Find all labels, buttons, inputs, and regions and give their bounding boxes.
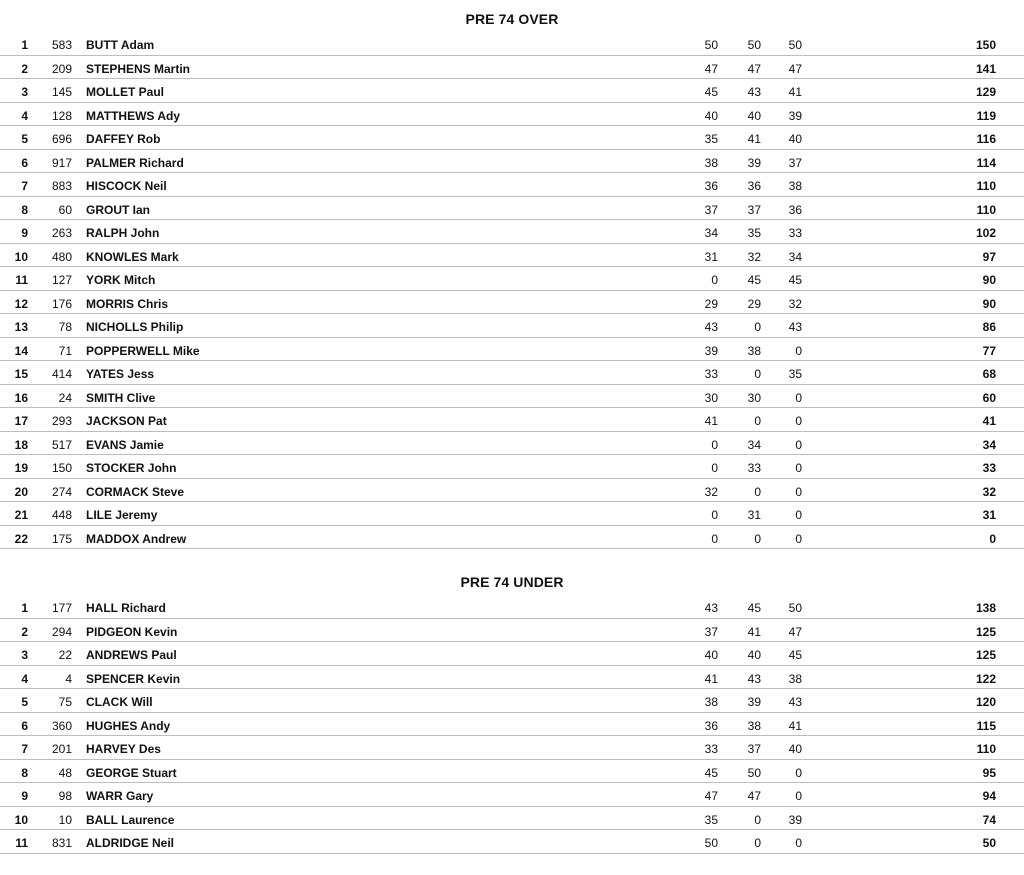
rider-number-cell: 78 — [58, 320, 72, 334]
total-score-cell: 0 — [989, 531, 996, 546]
rider-number-cell: 175 — [51, 531, 72, 546]
position-cell: 18 — [14, 437, 28, 452]
total-score-cell: 90 — [982, 296, 996, 311]
position-cell: 22 — [14, 531, 28, 546]
table-row — [0, 642, 1024, 666]
table-row — [0, 173, 1024, 197]
round-2-score-cell: 37 — [747, 742, 761, 756]
position-cell: 2 — [21, 61, 28, 76]
round-2-score-cell: 41 — [747, 624, 761, 639]
rider-number-cell: 127 — [51, 273, 72, 287]
round-3-score-cell: 0 — [795, 508, 802, 522]
rider-number-cell: 209 — [51, 61, 72, 76]
rider-name-cell: GROUT Ian — [86, 202, 151, 217]
round-3-score-cell: 36 — [788, 202, 802, 217]
rider-name-cell: SPENCER Kevin — [86, 671, 181, 686]
round-2-score-cell: 30 — [747, 390, 761, 405]
rider-name-cell: JACKSON Pat — [86, 414, 167, 428]
round-3-score-cell: 0 — [795, 414, 802, 428]
round-1-score-cell: 0 — [711, 531, 718, 546]
position-cell: 12 — [14, 296, 28, 311]
round-1-score-cell: 41 — [704, 414, 718, 428]
table-row — [0, 32, 1024, 56]
total-score-cell: 110 — [976, 742, 996, 756]
table-row — [0, 713, 1024, 737]
rider-name-cell: CORMACK Steve — [86, 484, 185, 499]
position-cell: 15 — [14, 367, 28, 381]
rider-name-cell: YORK Mitch — [86, 273, 156, 287]
total-score-cell: 77 — [982, 343, 996, 358]
table-row — [0, 526, 1024, 550]
position-cell: 10 — [14, 812, 28, 827]
position-cell: 14 — [14, 343, 28, 358]
table-row — [0, 595, 1024, 619]
position-cell: 17 — [14, 414, 28, 428]
total-score-cell: 90 — [982, 273, 996, 287]
rider-number-cell: 145 — [51, 85, 72, 99]
round-3-score-cell: 0 — [795, 461, 802, 475]
rider-number-cell: 294 — [51, 624, 72, 639]
rider-name-cell: DAFFEY Rob — [86, 132, 161, 146]
round-3-score-cell: 50 — [788, 601, 802, 615]
round-2-score-cell: 45 — [747, 601, 761, 615]
rider-number-cell: 60 — [58, 202, 72, 217]
round-1-score-cell: 0 — [711, 437, 718, 452]
rider-number-cell: 75 — [58, 695, 72, 709]
rider-number-cell: 448 — [51, 508, 72, 522]
round-3-score-cell: 0 — [795, 484, 802, 499]
rider-number-cell: 480 — [51, 249, 72, 264]
position-cell: 9 — [21, 226, 28, 240]
round-1-score-cell: 31 — [704, 249, 718, 264]
rider-number-cell: 917 — [51, 155, 72, 170]
round-3-score-cell: 43 — [788, 320, 802, 334]
table-row — [0, 267, 1024, 291]
rider-number-cell: 201 — [51, 742, 72, 756]
round-1-score-cell: 35 — [704, 132, 718, 146]
round-1-score-cell: 41 — [704, 671, 718, 686]
table-row — [0, 197, 1024, 221]
rider-name-cell: EVANS Jamie — [86, 437, 164, 452]
section-title-pre-74-over: PRE 74 OVER — [465, 11, 559, 27]
rider-name-cell: BALL Laurence — [86, 812, 175, 827]
position-cell: 11 — [15, 836, 28, 850]
rider-number-cell: 831 — [51, 836, 72, 850]
round-3-score-cell: 0 — [795, 789, 802, 803]
rider-name-cell: PIDGEON Kevin — [86, 624, 178, 639]
rider-name-cell: CLACK Will — [86, 695, 153, 709]
total-score-cell: 125 — [975, 648, 996, 662]
rider-name-cell: WARR Gary — [86, 789, 154, 803]
position-cell: 10 — [14, 249, 28, 264]
round-1-score-cell: 0 — [711, 461, 718, 475]
round-2-score-cell: 0 — [754, 836, 761, 850]
position-cell: 3 — [21, 85, 28, 99]
position-cell: 6 — [21, 718, 28, 733]
round-3-score-cell: 47 — [788, 61, 802, 76]
round-3-score-cell: 47 — [788, 624, 802, 639]
round-2-score-cell: 32 — [747, 249, 761, 264]
table-row — [0, 619, 1024, 643]
round-2-score-cell: 47 — [747, 789, 761, 803]
round-3-score-cell: 33 — [788, 226, 802, 240]
round-2-score-cell: 35 — [747, 226, 761, 240]
rider-name-cell: STOCKER John — [86, 461, 177, 475]
round-2-score-cell: 36 — [747, 179, 761, 193]
round-2-score-cell: 41 — [747, 132, 761, 146]
rider-name-cell: NICHOLLS Philip — [86, 320, 184, 334]
rider-name-cell: STEPHENS Martin — [86, 61, 191, 76]
round-1-score-cell: 38 — [704, 155, 718, 170]
rider-number-cell: 360 — [51, 718, 72, 733]
total-score-cell: 114 — [976, 155, 996, 170]
rider-number-cell: 263 — [51, 226, 72, 240]
total-score-cell: 122 — [975, 671, 996, 686]
results-table-pre-74-under — [0, 595, 1024, 854]
position-cell: 13 — [14, 320, 28, 334]
round-3-score-cell: 40 — [788, 132, 802, 146]
position-cell: 4 — [21, 108, 28, 123]
total-score-cell: 95 — [982, 765, 996, 780]
round-1-score-cell: 45 — [704, 765, 718, 780]
round-3-score-cell: 38 — [788, 671, 802, 686]
rider-name-cell: KNOWLES Mark — [86, 249, 179, 264]
total-score-cell: 86 — [982, 320, 996, 334]
table-row — [0, 385, 1024, 409]
round-3-score-cell: 0 — [795, 765, 802, 780]
position-cell: 11 — [15, 273, 28, 287]
rider-number-cell: 22 — [58, 648, 72, 662]
round-1-score-cell: 47 — [704, 61, 718, 76]
rider-number-cell: 71 — [58, 343, 72, 358]
round-1-score-cell: 35 — [704, 812, 718, 827]
table-row — [0, 666, 1024, 690]
rider-number-cell: 414 — [51, 367, 72, 381]
round-2-score-cell: 0 — [754, 484, 761, 499]
round-2-score-cell: 33 — [747, 461, 761, 475]
rider-name-cell: HARVEY Des — [86, 742, 161, 756]
total-score-cell: 34 — [982, 437, 996, 452]
rider-name-cell: MORRIS Chris — [86, 296, 169, 311]
round-2-score-cell: 40 — [747, 108, 761, 123]
round-1-score-cell: 30 — [704, 390, 718, 405]
round-1-score-cell: 32 — [704, 484, 718, 499]
total-score-cell: 119 — [976, 108, 996, 123]
round-2-score-cell: 39 — [747, 695, 761, 709]
round-3-score-cell: 34 — [788, 249, 802, 264]
total-score-cell: 102 — [975, 226, 996, 240]
position-cell: 8 — [21, 202, 28, 217]
table-row — [0, 150, 1024, 174]
total-score-cell: 31 — [982, 508, 996, 522]
round-2-score-cell: 50 — [747, 765, 761, 780]
total-score-cell: 50 — [982, 836, 996, 850]
rider-number-cell: 150 — [51, 461, 72, 475]
round-2-score-cell: 0 — [754, 414, 761, 428]
round-3-score-cell: 39 — [788, 108, 802, 123]
round-1-score-cell: 37 — [704, 202, 718, 217]
total-score-cell: 68 — [982, 367, 996, 381]
position-cell: 7 — [21, 742, 28, 756]
table-row — [0, 455, 1024, 479]
rider-number-cell: 10 — [58, 812, 72, 827]
position-cell: 16 — [14, 390, 28, 405]
rider-name-cell: MADDOX Andrew — [86, 531, 187, 546]
table-row — [0, 126, 1024, 150]
rider-name-cell: RALPH John — [86, 226, 160, 240]
position-cell: 1 — [21, 601, 28, 615]
total-score-cell: 33 — [982, 461, 996, 475]
position-cell: 9 — [21, 789, 28, 803]
position-cell: 21 — [14, 508, 28, 522]
round-3-score-cell: 0 — [795, 343, 802, 358]
total-score-cell: 74 — [982, 812, 996, 827]
table-row — [0, 361, 1024, 385]
table-row — [0, 432, 1024, 456]
round-2-score-cell: 31 — [747, 508, 761, 522]
results-table-pre-74-over — [0, 32, 1024, 549]
section-title-pre-74-under: PRE 74 UNDER — [460, 574, 564, 590]
table-row — [0, 408, 1024, 432]
round-2-score-cell: 38 — [747, 343, 761, 358]
total-score-cell: 141 — [975, 61, 996, 76]
total-score-cell: 129 — [975, 85, 996, 99]
round-1-score-cell: 50 — [704, 38, 718, 52]
round-3-score-cell: 50 — [788, 38, 802, 52]
round-2-score-cell: 39 — [747, 155, 761, 170]
total-score-cell: 110 — [976, 202, 996, 217]
table-row — [0, 314, 1024, 338]
round-3-score-cell: 41 — [788, 85, 802, 99]
total-score-cell: 97 — [982, 249, 996, 264]
round-3-score-cell: 45 — [788, 648, 802, 662]
round-1-score-cell: 29 — [704, 296, 718, 311]
position-cell: 4 — [21, 671, 28, 686]
rider-name-cell: MOLLET Paul — [86, 85, 164, 99]
round-1-score-cell: 40 — [704, 648, 718, 662]
position-cell: 5 — [21, 695, 28, 709]
round-1-score-cell: 34 — [704, 226, 718, 240]
round-3-score-cell: 39 — [788, 812, 802, 827]
rider-number-cell: 24 — [58, 390, 72, 405]
table-row — [0, 79, 1024, 103]
round-1-score-cell: 50 — [704, 836, 718, 850]
rider-name-cell: HISCOCK Neil — [86, 179, 167, 193]
round-2-score-cell: 47 — [747, 61, 761, 76]
table-row — [0, 479, 1024, 503]
rider-number-cell: 4 — [65, 671, 72, 686]
rider-name-cell: HALL Richard — [86, 601, 166, 615]
position-cell: 7 — [21, 179, 28, 193]
round-2-score-cell: 0 — [754, 367, 761, 381]
table-row — [0, 783, 1024, 807]
round-1-score-cell: 36 — [704, 179, 718, 193]
round-2-score-cell: 34 — [747, 437, 761, 452]
rider-name-cell: POPPERWELL Mike — [86, 343, 200, 358]
round-1-score-cell: 33 — [704, 742, 718, 756]
total-score-cell: 110 — [976, 179, 996, 193]
round-3-score-cell: 40 — [788, 742, 802, 756]
total-score-cell: 94 — [982, 789, 996, 803]
round-1-score-cell: 40 — [704, 108, 718, 123]
table-row — [0, 338, 1024, 362]
round-3-score-cell: 0 — [795, 531, 802, 546]
rider-number-cell: 98 — [58, 789, 72, 803]
rider-name-cell: GEORGE Stuart — [86, 765, 177, 780]
total-score-cell: 138 — [975, 601, 996, 615]
rider-number-cell: 177 — [51, 601, 72, 615]
round-1-score-cell: 37 — [704, 624, 718, 639]
position-cell: 1 — [21, 38, 28, 52]
round-3-score-cell: 41 — [788, 718, 802, 733]
position-cell: 6 — [21, 155, 28, 170]
table-row — [0, 830, 1024, 854]
round-2-score-cell: 43 — [747, 85, 761, 99]
position-cell: 2 — [21, 624, 28, 639]
round-2-score-cell: 37 — [747, 202, 761, 217]
total-score-cell: 150 — [975, 38, 996, 52]
round-3-score-cell: 0 — [795, 437, 802, 452]
position-cell: 20 — [14, 484, 28, 499]
total-score-cell: 115 — [976, 718, 996, 733]
rider-name-cell: SMITH Clive — [86, 390, 156, 405]
round-2-score-cell: 45 — [747, 273, 761, 287]
total-score-cell: 120 — [975, 695, 996, 709]
table-row — [0, 502, 1024, 526]
table-row — [0, 220, 1024, 244]
table-row — [0, 103, 1024, 127]
round-1-score-cell: 36 — [704, 718, 718, 733]
round-1-score-cell: 47 — [704, 789, 718, 803]
rider-number-cell: 883 — [51, 179, 72, 193]
round-3-score-cell: 32 — [788, 296, 802, 311]
rider-number-cell: 176 — [51, 296, 72, 311]
rider-name-cell: YATES Jess — [86, 367, 155, 381]
rider-number-cell: 48 — [58, 765, 72, 780]
table-row — [0, 736, 1024, 760]
round-2-score-cell: 38 — [747, 718, 761, 733]
rider-number-cell: 293 — [51, 414, 72, 428]
position-cell: 8 — [21, 765, 28, 780]
table-row — [0, 760, 1024, 784]
total-score-cell: 125 — [975, 624, 996, 639]
total-score-cell: 32 — [982, 484, 996, 499]
rider-name-cell: ANDREWS Paul — [86, 648, 177, 662]
round-2-score-cell: 0 — [754, 812, 761, 827]
round-1-score-cell: 38 — [704, 695, 718, 709]
position-cell: 19 — [14, 461, 28, 475]
table-row — [0, 244, 1024, 268]
total-score-cell: 60 — [982, 390, 996, 405]
round-1-score-cell: 0 — [711, 508, 718, 522]
round-3-score-cell: 35 — [788, 367, 802, 381]
round-2-score-cell: 0 — [754, 531, 761, 546]
round-1-score-cell: 0 — [711, 273, 718, 287]
rider-name-cell: MATTHEWS Ady — [86, 108, 180, 123]
round-1-score-cell: 39 — [704, 343, 718, 358]
round-2-score-cell: 0 — [754, 320, 761, 334]
round-2-score-cell: 40 — [747, 648, 761, 662]
round-3-score-cell: 0 — [795, 390, 802, 405]
rider-name-cell: ALDRIDGE Neil — [86, 836, 175, 850]
rider-name-cell: BUTT Adam — [86, 38, 155, 52]
rider-number-cell: 274 — [51, 484, 72, 499]
round-3-score-cell: 45 — [788, 273, 802, 287]
round-3-score-cell: 38 — [788, 179, 802, 193]
total-score-cell: 41 — [982, 414, 996, 428]
total-score-cell: 116 — [976, 132, 996, 146]
table-row — [0, 56, 1024, 80]
round-1-score-cell: 43 — [704, 601, 718, 615]
position-cell: 5 — [21, 132, 28, 146]
round-1-score-cell: 45 — [704, 85, 718, 99]
rider-number-cell: 583 — [51, 38, 72, 52]
round-3-score-cell: 37 — [788, 155, 802, 170]
round-1-score-cell: 43 — [704, 320, 718, 334]
round-2-score-cell: 50 — [747, 38, 761, 52]
round-1-score-cell: 33 — [704, 367, 718, 381]
rider-name-cell: HUGHES Andy — [86, 718, 171, 733]
round-2-score-cell: 29 — [747, 296, 761, 311]
round-3-score-cell: 0 — [795, 836, 802, 850]
round-3-score-cell: 43 — [788, 695, 802, 709]
rider-name-cell: LILE Jeremy — [86, 508, 158, 522]
rider-name-cell: PALMER Richard — [86, 155, 184, 170]
rider-number-cell: 696 — [51, 132, 72, 146]
rider-number-cell: 517 — [51, 437, 72, 452]
round-2-score-cell: 43 — [747, 671, 761, 686]
table-row — [0, 689, 1024, 713]
position-cell: 3 — [21, 648, 28, 662]
table-row — [0, 291, 1024, 315]
table-row — [0, 807, 1024, 831]
rider-number-cell: 128 — [51, 108, 72, 123]
